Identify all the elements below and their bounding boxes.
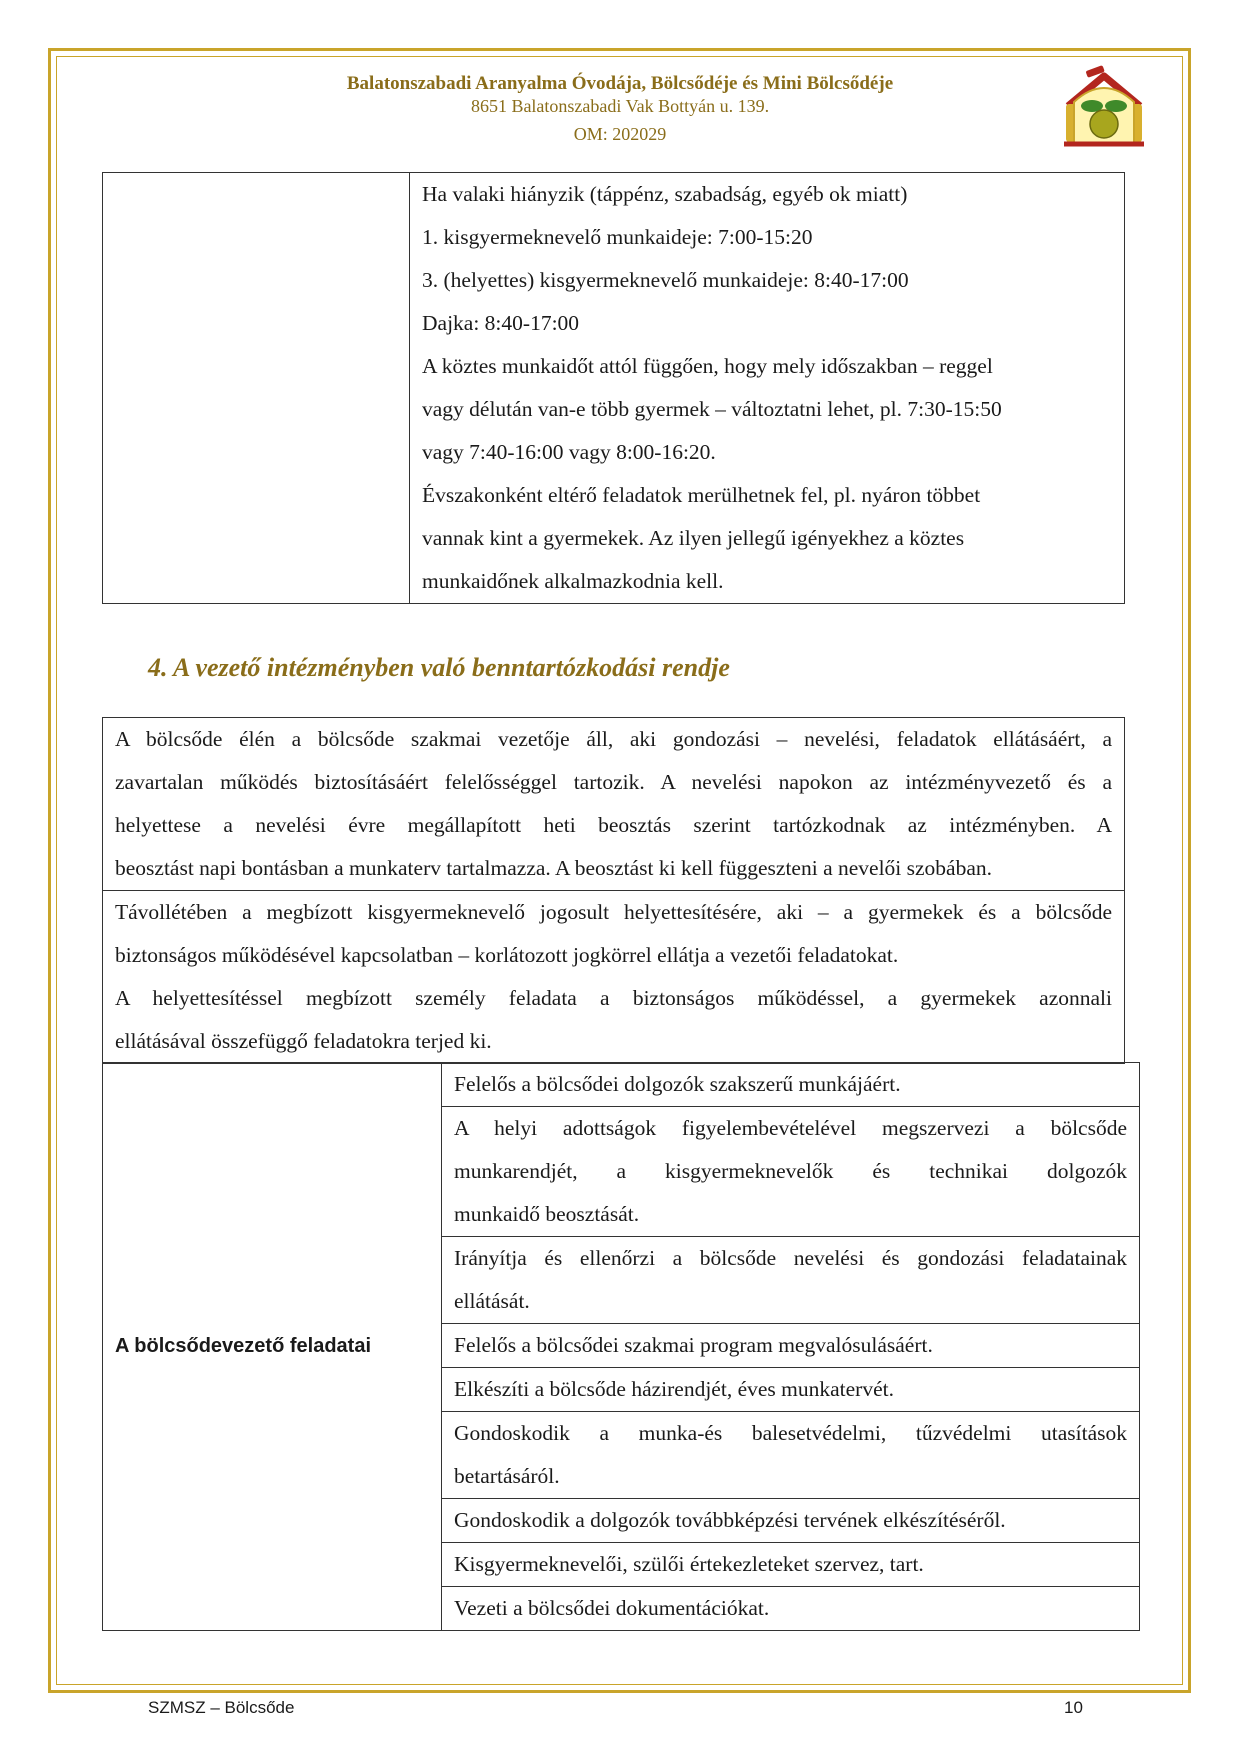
text-line: Irányítja és ellenőrzi a bölcsőde nevelési és gondozási feladatainak xyxy=(454,1246,1127,1270)
text-line: Dajka: 8:40-17:00 xyxy=(422,311,580,335)
text-line: 3. (helyettes) kisgyermeknevelő munkaideje: 8:40-17:00 xyxy=(422,268,909,292)
text-line: 1. kisgyermeknevelő munkaideje: 7:00-15:20 xyxy=(422,225,813,249)
text-line: Kisgyermeknevelői, szülői értekezleteket szervez, tart. xyxy=(454,1552,924,1576)
presence-paragraph-2 xyxy=(103,891,1125,1064)
text-line: vannak kint a gyermekek. Az ilyen jellegű igényekhez a köztes xyxy=(422,526,965,550)
duties-label: A bölcsődevezető feladatai xyxy=(115,1335,371,1357)
director-duties-table xyxy=(102,1062,1140,1631)
text-line: vagy délután van-e több gyermek – változtatni lehet, pl. 7:30-15:50 xyxy=(422,397,1002,421)
text-line: betartásáról. xyxy=(454,1464,560,1488)
text-line: A helyi adottságok figyelembevételével megszervezi a bölcsőde xyxy=(454,1116,1127,1140)
institution-name: Balatonszabadi Aranyalma Óvodája, Bölcsődéje és Mini Bölcsődéje xyxy=(346,73,894,94)
text-line: Felelős a bölcsődei szakmai program megvalósulásáért. xyxy=(454,1333,933,1357)
duties-label-cell xyxy=(103,1063,442,1631)
duty-cell xyxy=(442,1107,1140,1237)
text-line: beosztást napi bontásban a munkaterv tartalmazza. A beosztást ki kell függeszteni a nevelői szobában. xyxy=(115,856,993,880)
schedule-text-cell xyxy=(410,173,1125,604)
text-line: ellátásával összefüggő feladatokra terjed ki. xyxy=(115,1029,492,1053)
text-line: munkaidőnek alkalmazkodnia kell. xyxy=(422,569,724,593)
text-line: helyettese a nevelési évre megállapított heti beosztás szerint tartózkodnak az intézményben. A xyxy=(115,813,1112,837)
duty-cell xyxy=(442,1543,1140,1587)
schedule-table xyxy=(102,172,1125,604)
text-line: ellátását. xyxy=(454,1289,530,1313)
text-line: Vezeti a bölcsődei dokumentációkat. xyxy=(454,1596,770,1620)
page-number: 10 xyxy=(1064,1698,1083,1717)
text-line: Elkészíti a bölcsőde házirendjét, éves munkatervét. xyxy=(454,1377,894,1401)
institution-logo xyxy=(1058,64,1150,154)
duty-cell xyxy=(442,1587,1140,1631)
text-line: vagy 7:40-16:00 vagy 8:00-16:20. xyxy=(422,440,716,464)
text-line: Évszakonként eltérő feladatok merülhetnek fel, pl. nyáron többet xyxy=(422,483,981,507)
institution-om: OM: 202029 xyxy=(573,124,667,144)
text-line: A bölcsőde élén a bölcsőde szakmai vezetője áll, aki gondozási – nevelési, feladatok ellátásáért, a xyxy=(115,727,1112,751)
duty-cell xyxy=(442,1063,1140,1107)
duty-cell xyxy=(442,1368,1140,1412)
text-line: A helyettesítéssel megbízott személy feladata a biztonságos működéssel, a gyermekek azonnali xyxy=(115,986,1112,1010)
duty-cell xyxy=(442,1412,1140,1499)
text-line: munkaidő beosztását. xyxy=(454,1202,640,1226)
presence-paragraph-1 xyxy=(103,718,1125,891)
footer-doc-title: SZMSZ – Bölcsőde xyxy=(148,1698,295,1717)
duty-cell xyxy=(442,1499,1140,1543)
institution-address: 8651 Balatonszabadi Vak Bottyán u. 139. xyxy=(470,96,770,116)
text-line: Gondoskodik a dolgozók továbbképzési tervének elkészítéséről. xyxy=(454,1508,1006,1532)
page-header xyxy=(100,72,1140,145)
duty-cell xyxy=(442,1324,1140,1368)
duty-cell xyxy=(442,1237,1140,1324)
text-line: Távollétében a megbízott kisgyermeknevelő jogosult helyettesítésére, aki – a gyermekek és a bölcsőde xyxy=(115,900,1112,924)
section-title: 4. A vezető intézményben való benntartózkodási rendje xyxy=(148,653,730,682)
text-line: Ha valaki hiányzik (táppénz, szabadság, egyéb ok miatt) xyxy=(422,182,908,206)
presence-table xyxy=(102,717,1125,1064)
schedule-empty-cell xyxy=(103,173,410,604)
text-line: A köztes munkaidőt attól függően, hogy mely időszakban – reggel xyxy=(422,354,993,378)
text-line: biztonságos működésével kapcsolatban – korlátozott jogkörrel ellátja a vezetői feladatokat. xyxy=(115,943,899,967)
text-line: Felelős a bölcsődei dolgozók szakszerű munkájáért. xyxy=(454,1072,901,1096)
text-line: zavartalan működés biztosításáért felelősséggel tartozik. A nevelési napokon az intézményvezető és a xyxy=(115,770,1112,794)
text-line: Gondoskodik a munka-és balesetvédelmi, tűzvédelmi utasítások xyxy=(454,1421,1127,1445)
text-line: munkarendjét, a kisgyermeknevelők és technikai dolgozók xyxy=(454,1159,1127,1183)
